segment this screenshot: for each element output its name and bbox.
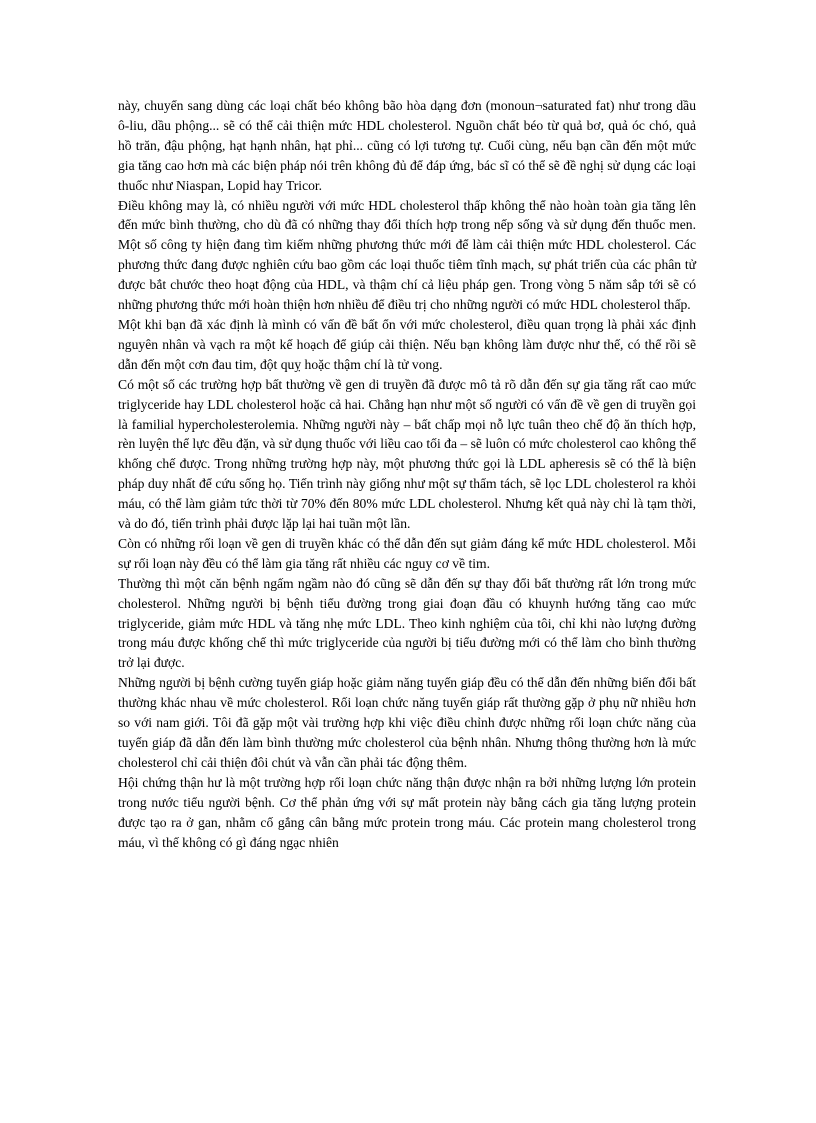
paragraph-6: Thường thì một căn bệnh ngấm ngầm nào đó cũng sẽ dẫn đến sự thay đổi bất thường rất lớn trong mức cholesterol. Những người bị bệnh tiểu đường trong giai đoạn đầu có khuynh hướng tăng cao mức triglyceride, giảm mức HDL và tăng nhẹ mức LDL. Theo kinh nghiệm của tôi, chỉ khi nào lượng đường trong máu được khống chế thì mức triglyceride của người bị tiểu đường mới có thể làm cho bình thường trở lại được. xyxy=(118,575,696,671)
paragraph-1: này, chuyển sang dùng các loại chất béo không bão hòa dạng đơn (monoun¬saturated fat) như trong dầu ô-liu, dầu phộng... sẽ có thể cải thiện mức HDL cholesterol. Nguồn chất béo từ quả bơ, quả óc chó, quả hồ trăn, đậu phộng, hạt hạnh nhân, hạt phỉ... cũng có lợi tương tự. Cuối cùng, nếu bạn cần đến một mức gia tăng cao hơn mà các biện pháp nói trên không đủ để đáp ứng, bác sĩ có thể sẽ đề nghị sử dụng các loại thuốc như Niaspan, Lopid hay Tricor. xyxy=(118,98,696,193)
paragraph-7: Những người bị bệnh cường tuyến giáp hoặc giảm năng tuyến giáp đều có thể dẫn đến những biến đổi bất thường khác nhau về mức cholesterol. Rối loạn chức năng tuyến giáp rất thường gặp ở phụ nữ nhiều hơn so với nam giới. Tôi đã gặp một vài trường hợp khi việc điều chỉnh được những rối loạn chức năng của tuyến giáp đã dẫn đến làm bình thường mức cholesterol của bệnh nhân. Nhưng thông thường hơn là mức cholesterol chỉ cải thiện đôi chút và vẫn cần phải tác động thêm. xyxy=(118,675,696,770)
paragraph-5: Còn có những rối loạn về gen di truyền khác có thể dẫn đến sụt giảm đáng kể mức HDL cholesterol. Mỗi sự rối loạn này đều có thể làm gia tăng rất nhiều các nguy cơ về tim. xyxy=(118,535,696,571)
document-page xyxy=(118,96,696,852)
paragraph-2: Điều không may là, có nhiều người với mức HDL cholesterol thấp không thể nào hoàn toàn gia tăng lên đến mức bình thường, cho dù đã có những thay đổi thích hợp trong nếp sống và sử dụng đến thuốc men. Một số công ty hiện đang tìm kiếm những phương thức mới để làm cải thiện mức HDL cholesterol. Các phương thức đang được nghiên cứu bao gồm các loại thuốc tiêm tĩnh mạch, sự phát triển của các phân tử được bắt chước theo hoạt động của HDL, và thậm chí cả liệu pháp gen. Trong vòng 5 năm sắp tới sẽ có những phương thức mới hoàn thiện hơn nhiều để điều trị cho những người có mức HDL cholesterol thấp. xyxy=(118,197,696,313)
paragraph-3: Một khi bạn đã xác định là mình có vấn đề bất ổn với mức cholesterol, điều quan trọng là phải xác định nguyên nhân và vạch ra một kế hoạch để giúp cải thiện. Nếu bạn không làm được như thế, có thể rồi sẽ dẫn đến một cơn đau tim, đột quỵ hoặc thậm chí là tử vong. xyxy=(118,316,696,372)
paragraph-8: Hội chứng thận hư là một trường hợp rối loạn chức năng thận được nhận ra bởi những lượng lớn protein trong nước tiểu người bệnh. Cơ thể phản ứng với sự mất protein này bằng cách gia tăng lượng protein được tạo ra ở gan, nhằm cố gắng cân bằng mức protein trong máu. Các protein mang cholesterol trong máu, vì thế không có gì đáng ngạc nhiên xyxy=(118,774,696,850)
paragraph-4: Có một số các trường hợp bất thường về gen di truyền đã được mô tả rõ dẫn đến sự gia tăng rất cao mức triglyceride hay LDL cholesterol hoặc cả hai. Chẳng hạn như một số người có vấn đề về gen di truyền gọi là familial hypercholesterolemia. Những người này – bất chấp mọi nỗ lực tuân theo chế độ ăn thích hợp, rèn luyện thể lực đều đặn, và sử dụng thuốc với liều cao tối đa – sẽ luôn có mức cholesterol cao không thể khống chế được. Trong những trường hợp này, một phương thức gọi là LDL apheresis sẽ có thể là biện pháp duy nhất để cứu sống họ. Tiến trình này giống như một sự thẩm tách, sẽ lọc LDL cholesterol ra khỏi máu, có thể làm giảm tức thời từ 70% đến 80% mức LDL cholesterol. Nhưng kết quả này chỉ là tạm thời, và do đó, tiến trình phải được lặp lại hai tuần một lần. xyxy=(118,376,696,532)
